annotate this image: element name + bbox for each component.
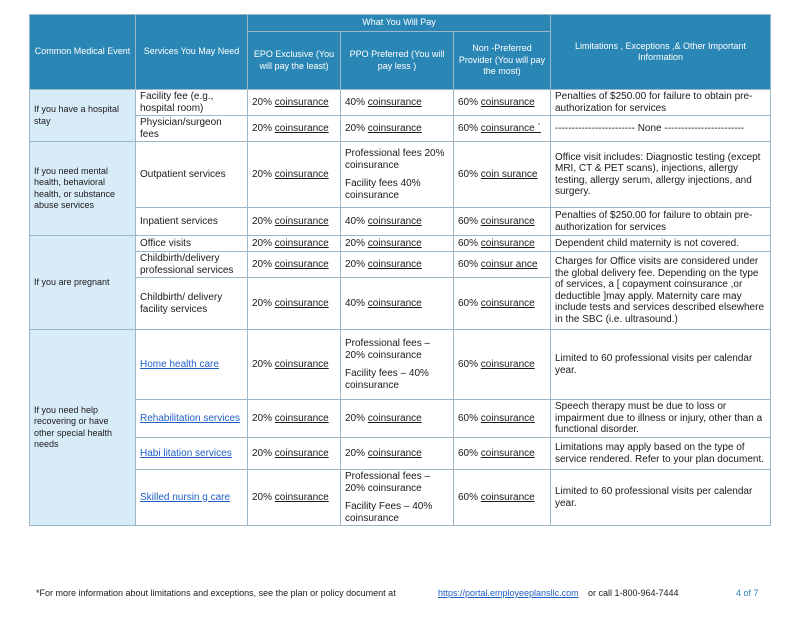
ppo-cost	[341, 330, 454, 400]
epo-cost-term-link[interactable]: coinsurance	[274, 412, 329, 424]
limitations-cell: Limitations may apply based on the type of service rendered. Refer to your plan document.	[551, 438, 771, 470]
non-preferred-cost-term-link[interactable]: coinsur ance	[480, 258, 538, 270]
epo-cost-term-link[interactable]: coinsurance	[274, 297, 329, 309]
epo-cost	[248, 90, 341, 116]
epo-cost-term-link[interactable]: coinsurance	[274, 237, 329, 249]
epo-cost-term-link[interactable]: coinsurance	[274, 122, 329, 134]
ppo-cost	[341, 252, 454, 278]
table-row	[30, 400, 771, 438]
limitations-cell: Penalties of $250.00 for failure to obtain pre-authorization for services	[551, 90, 771, 116]
benefits-table	[29, 14, 771, 526]
epo-cost-term-link[interactable]: coinsurance	[274, 491, 329, 503]
non-preferred-cost-term-link[interactable]: coinsurance	[480, 215, 535, 227]
ppo-professional-fees: Professional fees – 20% coinsurance	[345, 471, 431, 494]
epo-cost-percent: 20%	[252, 358, 275, 370]
service-cell	[136, 90, 248, 116]
table-row	[30, 208, 771, 236]
non-preferred-cost-term-link[interactable]: coinsurance	[480, 491, 535, 503]
ppo-cost-percent: 20%	[345, 412, 368, 424]
non-preferred-cost-percent: 60%	[458, 122, 481, 134]
limitations-cell: Dependent child maternity is not covered.	[551, 236, 771, 252]
epo-cost	[248, 142, 341, 208]
epo-cost-term-link[interactable]: coinsurance	[274, 358, 329, 370]
service-name: Facility fee (e.g., hospital room)	[140, 91, 214, 114]
ppo-cost-percent: 40%	[345, 96, 368, 108]
epo-cost-term-link[interactable]: coinsurance	[274, 96, 329, 108]
ppo-cost	[341, 470, 454, 526]
ppo-cost-percent: 20%	[345, 122, 368, 134]
non-preferred-cost	[454, 116, 551, 142]
service-cell	[136, 278, 248, 330]
service-name: Outpatient services	[140, 168, 226, 180]
non-preferred-cost-term-link[interactable]: coin surance	[480, 168, 538, 180]
non-preferred-cost	[454, 330, 551, 400]
medical-event-cell: If you need mental health, behavioral health, or substance abuse services	[30, 142, 136, 236]
non-preferred-cost	[454, 470, 551, 526]
epo-cost	[248, 236, 341, 252]
epo-cost-percent: 20%	[252, 447, 275, 459]
non-preferred-cost-percent: 60%	[458, 358, 481, 370]
epo-cost-percent: 20%	[252, 122, 275, 134]
header-ppo: PPO Preferred (You will pay less )	[341, 32, 454, 90]
epo-cost-term-link[interactable]: coinsurance	[274, 168, 329, 180]
table-row	[30, 236, 771, 252]
cell-spacer	[345, 494, 449, 501]
non-preferred-cost-term-link[interactable]: coinsurance	[480, 447, 535, 459]
service-cell	[136, 252, 248, 278]
table-row	[30, 90, 771, 116]
ppo-cost	[341, 90, 454, 116]
ppo-cost-percent: 20%	[345, 237, 368, 249]
footer-call: or call 1-800-964-7444	[588, 588, 679, 598]
non-preferred-cost-term-link[interactable]: coinsurance	[480, 96, 535, 108]
epo-cost-percent: 20%	[252, 412, 275, 424]
ppo-cost-percent: 40%	[345, 215, 368, 227]
non-preferred-cost-percent: 60%	[458, 412, 481, 424]
epo-cost	[248, 252, 341, 278]
epo-cost	[248, 330, 341, 400]
epo-cost-percent: 20%	[252, 237, 275, 249]
non-preferred-cost	[454, 278, 551, 330]
non-preferred-cost-percent: 60%	[458, 96, 481, 108]
epo-cost-percent: 20%	[252, 297, 275, 309]
epo-cost-term-link[interactable]: coinsurance	[274, 258, 329, 270]
epo-cost-percent: 20%	[252, 258, 275, 270]
epo-cost	[248, 208, 341, 236]
epo-cost-percent: 20%	[252, 96, 275, 108]
ppo-cost-term-link[interactable]: coinsurance	[367, 297, 422, 309]
ppo-cost-term-link[interactable]: coinsurance	[367, 96, 422, 108]
ppo-cost-term-link[interactable]: coinsurance	[367, 237, 422, 249]
non-preferred-cost-percent: 60%	[458, 491, 481, 503]
service-cell	[136, 330, 248, 400]
footer-url-link[interactable]: https://portal.employeeplansllc.com	[438, 588, 579, 598]
non-preferred-cost	[454, 208, 551, 236]
ppo-cost-term-link[interactable]: coinsurance	[367, 215, 422, 227]
cell-spacer	[345, 171, 449, 178]
service-name[interactable]: Skilled nursin g care	[140, 491, 231, 503]
limitations-cell: Charges for Office visits are considered under the global delivery fee. Depending on the type of services, a [ copayment coinsurance ,or deductible ]may apply. Maternity care may include tests and services described elsewhere in the SBC (i.e. ultrasound.)	[551, 252, 771, 330]
non-preferred-cost-percent: 60%	[458, 447, 481, 459]
ppo-facility-fees: Facility fees – 40% coinsurance	[345, 368, 429, 391]
epo-cost-term-link[interactable]: coinsurance	[274, 447, 329, 459]
medical-event-cell: If you are pregnant	[30, 236, 136, 330]
limitations-cell: Limited to 60 professional visits per calendar year.	[551, 330, 771, 400]
epo-cost-percent: 20%	[252, 168, 275, 180]
service-cell	[136, 116, 248, 142]
non-preferred-cost-term-link[interactable]: coinsurance `	[480, 122, 541, 134]
ppo-professional-fees: Professional fees 20% coinsurance	[345, 148, 445, 171]
service-cell	[136, 208, 248, 236]
medical-event-cell: If you have a hospital stay	[30, 90, 136, 142]
header-limitations: Limitations , Exceptions ,& Other Important Information	[551, 15, 771, 90]
non-preferred-cost-percent: 60%	[458, 237, 481, 249]
table-row	[30, 470, 771, 526]
service-name: Physician/surgeon fees	[140, 117, 222, 140]
ppo-cost	[341, 208, 454, 236]
service-name: Childbirth/ delivery facility services	[140, 292, 223, 315]
limitations-cell: Penalties of $250.00 for failure to obtain pre-authorization for services	[551, 208, 771, 236]
service-name: Inpatient services	[140, 215, 218, 227]
table-row	[30, 438, 771, 470]
ppo-cost	[341, 142, 454, 208]
service-cell	[136, 400, 248, 438]
table-row	[30, 330, 771, 400]
service-name[interactable]: Habi litation services	[140, 447, 232, 459]
limitations-cell: Limited to 60 professional visits per calendar year.	[551, 470, 771, 526]
service-cell	[136, 438, 248, 470]
ppo-cost-percent: 20%	[345, 258, 368, 270]
service-cell	[136, 470, 248, 526]
non-preferred-cost	[454, 142, 551, 208]
limitations-cell: ------------------------ None ------------------------	[551, 116, 771, 142]
ppo-cost-term-link[interactable]: coinsurance	[367, 447, 422, 459]
service-name[interactable]: Rehabilitation services	[140, 412, 241, 424]
ppo-cost-percent: 20%	[345, 447, 368, 459]
epo-cost	[248, 438, 341, 470]
epo-cost	[248, 116, 341, 142]
non-preferred-cost-term-link[interactable]: coinsurance	[480, 412, 535, 424]
non-preferred-cost-term-link[interactable]: coinsurance	[480, 358, 535, 370]
service-name[interactable]: Home health care	[140, 358, 219, 370]
ppo-cost	[341, 116, 454, 142]
header-common-event: Common Medical Event	[30, 15, 136, 90]
service-cell	[136, 236, 248, 252]
epo-cost-percent: 20%	[252, 215, 275, 227]
limitations-cell: Speech therapy must be due to loss or impairment due to illness or injury, other than a functional disorder.	[551, 400, 771, 438]
non-preferred-cost-percent: 60%	[458, 297, 481, 309]
non-preferred-cost-term-link[interactable]: coinsurance	[480, 237, 535, 249]
ppo-cost-term-link[interactable]: coinsurance	[367, 412, 422, 424]
ppo-cost-percent: 40%	[345, 297, 368, 309]
non-preferred-cost-percent: 60%	[458, 258, 481, 270]
non-preferred-cost-percent: 60%	[458, 215, 481, 227]
table-body	[30, 90, 771, 526]
header-non-preferred: Non -Preferred Provider (You will pay the most)	[454, 32, 551, 90]
medical-event-cell: If you need help recovering or have other special health needs	[30, 330, 136, 526]
ppo-facility-fees: Facility Fees – 40% coinsurance	[345, 501, 433, 524]
table-row	[30, 116, 771, 142]
cell-spacer	[345, 361, 449, 368]
non-preferred-cost	[454, 236, 551, 252]
epo-cost	[248, 400, 341, 438]
table-row	[30, 142, 771, 208]
service-cell	[136, 142, 248, 208]
page-number: 4 of 7	[736, 588, 759, 598]
footer-note: *For more information about limitations and exceptions, see the plan or policy document at	[36, 588, 396, 598]
ppo-professional-fees: Professional fees – 20% coinsurance	[345, 338, 431, 361]
ppo-cost	[341, 438, 454, 470]
limitations-cell: Office visit includes: Diagnostic testing (except MRI, CT & PET scans), injections, allergy testing, allergy serum, allergy injections, and surgery.	[551, 142, 771, 208]
non-preferred-cost	[454, 438, 551, 470]
non-preferred-cost-term-link[interactable]: coinsurance	[480, 297, 535, 309]
non-preferred-cost-percent: 60%	[458, 168, 481, 180]
non-preferred-cost	[454, 400, 551, 438]
ppo-cost-term-link[interactable]: coinsurance	[367, 122, 422, 134]
service-name: Office visits	[140, 237, 191, 249]
non-preferred-cost	[454, 252, 551, 278]
ppo-cost	[341, 236, 454, 252]
ppo-cost	[341, 278, 454, 330]
epo-cost-term-link[interactable]: coinsurance	[274, 215, 329, 227]
header-services: Services You May Need	[136, 15, 248, 90]
service-name: Childbirth/delivery professional services	[140, 253, 234, 276]
table-row	[30, 252, 771, 278]
header-what-you-pay: What You Will Pay	[248, 15, 551, 32]
header-epo: EPO Exclusive (You will pay the least)	[248, 32, 341, 90]
epo-cost	[248, 278, 341, 330]
non-preferred-cost	[454, 90, 551, 116]
epo-cost	[248, 470, 341, 526]
ppo-facility-fees: Facility fees 40% coinsurance	[345, 178, 421, 201]
epo-cost-percent: 20%	[252, 491, 275, 503]
ppo-cost-term-link[interactable]: coinsurance	[367, 258, 422, 270]
ppo-cost	[341, 400, 454, 438]
